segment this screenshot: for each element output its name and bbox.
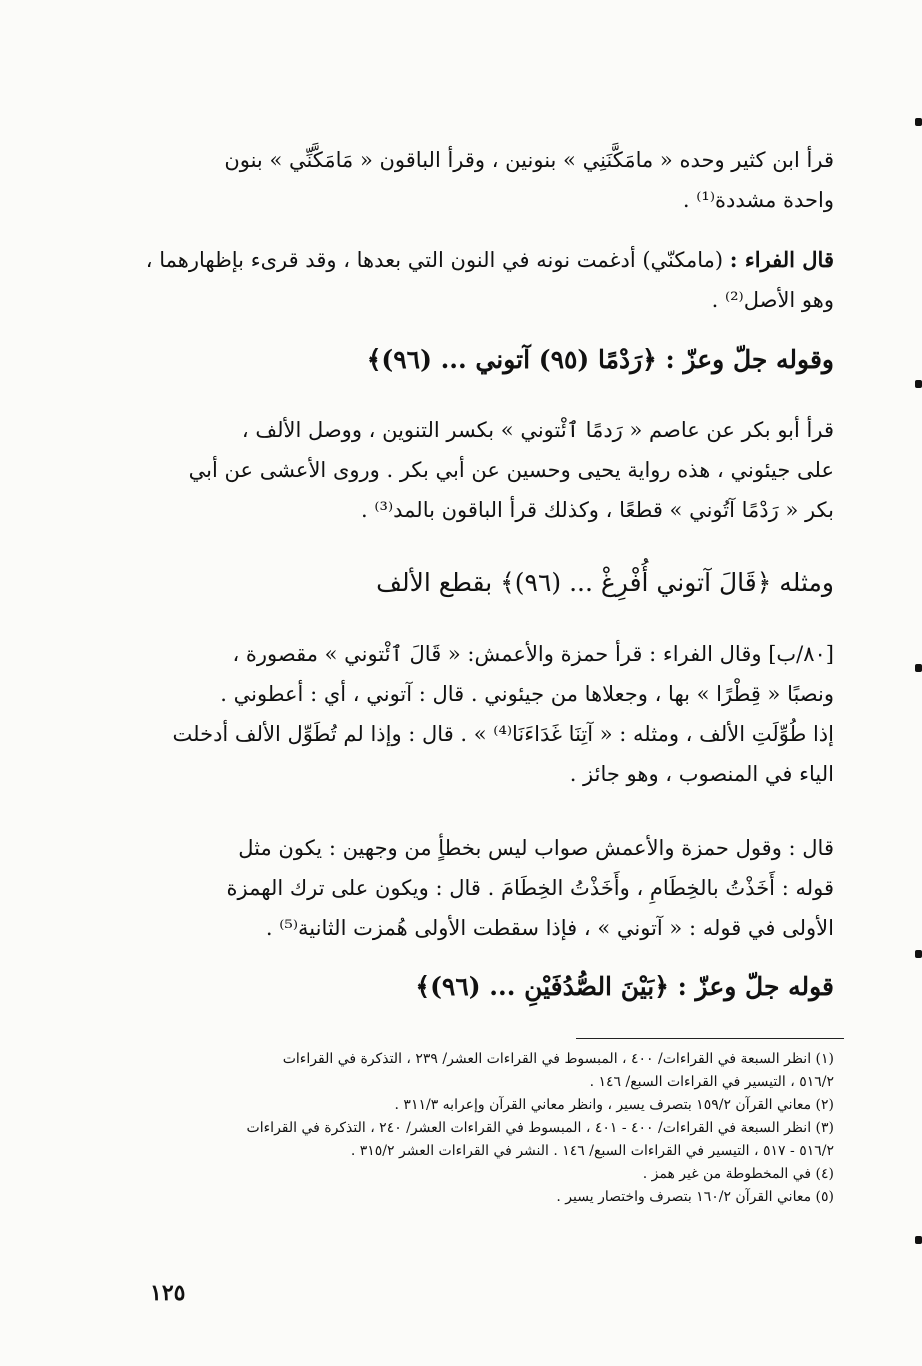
text-line: الأولى في قوله : « آتوني » ، فإذا سقطت الأولى هُمزت الثانية⁽⁵⁾ . [265, 916, 834, 940]
edge-mark [915, 664, 922, 672]
paragraph-5 [134, 828, 834, 948]
footnote-line: (٣) انظر السبعة في القراءات/ ٤٠٠ - ٤٠١ ، المبسوط في القراءات العشر/ ٢٤٠ ، التذكرة في القراءات [246, 1120, 834, 1136]
paragraph-4 [134, 634, 834, 794]
text-line: [٨٠/ب] وقال الفراء : قرأ حمزة والأعمش: « قَالَ ٱئْتوني » مقصورة ، [232, 642, 834, 666]
text-line [134, 240, 834, 280]
edge-mark [915, 1236, 922, 1244]
footnote-line: (٢) معاني القرآن ١٥٩/٢ بتصرف يسير ، وانظر معاني القرآن وإعرابه ٣١١/٣ . [394, 1097, 834, 1113]
text-line: إذا طُوِّلَتِ الألف ، ومثله : « آتِنَا غَدَاءَنَا⁽⁴⁾ » . قال : وإذا لم تُطَوِّل الألف أدخلت [172, 722, 834, 746]
footnote-line: ٥١٦/٢ - ٥١٧ ، التيسير في القراءات السبع/ ١٤٦ . النشر في القراءات العشر ٣١٥/٢ . [350, 1143, 834, 1159]
text-line-body: (مامكنّي) أدغمت نونه في النون التي بعدها ، وقد قرىء بإظهارهما ، [145, 248, 724, 272]
page-number: ١٢٥ [150, 1280, 186, 1306]
text-line: قوله : أَخَذْتُ بالخِطَامِ ، وأَخَذْتُ الخِطَامَ . قال : ويكون على ترك الهمزة [226, 876, 834, 900]
text-line: قرأ ابن كثير وحده « مامَكَّنَنِي » بنونين ، وقرأ الباقون « مَامَكَّنِّي » بنون [224, 148, 834, 172]
speaker-label: قال الفراء : [729, 247, 834, 272]
footnote-line: (٥) معاني القرآن ١٦٠/٢ بتصرف واختصار يسير . [556, 1189, 834, 1205]
text-line: قال : وقول حمزة والأعمش صواب ليس بخطأٍ من وجهين : يكون مثل [238, 836, 834, 860]
edge-mark [915, 380, 922, 388]
text-line: وهو الأصل⁽²⁾ . [711, 288, 834, 312]
paragraph-2 [134, 240, 834, 320]
footnote-line: (١) انظر السبعة في القراءات/ ٤٠٠ ، المبسوط في القراءات العشر/ ٢٣٩ ، التذكرة في القراءات [282, 1051, 834, 1067]
paragraph-3 [134, 410, 834, 530]
verse-heading-3: قوله جلّ وعزّ : ﴿بَيْنَ الصُّدُفَيْنِ ... (٩٦)﴾ [415, 972, 834, 1001]
text-line: واحدة مشددة⁽¹⁾ . [682, 188, 834, 212]
text-line: ونصبًا « قِطْرًا » بها ، وجعلاها من جيئوني . قال : آتوني ، أي : أعطوني . [220, 682, 834, 706]
text-line: الياء في المنصوب ، وهو جائز . [569, 762, 834, 786]
paragraph-1 [134, 140, 834, 220]
text-line: على جيئوني ، هذه رواية يحيى وحسين عن أبي بكر . وروى الأعشى عن أبي [188, 458, 834, 482]
text-line: قرأ أبو بكر عن عاصم « رَدمًا ٱئْتوني » بكسر التنوين ، ووصل الألف ، [241, 418, 834, 442]
text-line: بكر « رَدْمًا آتُوني » قطعًا ، وكذلك قرأ الباقون بالمد⁽³⁾ . [361, 498, 834, 522]
footnote-divider [576, 1038, 844, 1039]
footnote-line: ٥١٦/٢ ، التيسير في القراءات السبع/ ١٤٦ . [589, 1074, 834, 1090]
edge-mark [915, 950, 922, 958]
verse-heading-2: ومثله ﴿قَالَ آتوني أُفْرِغْ ... (٩٦)﴾ بقطع الألف [376, 568, 834, 597]
footnote-line: (٤) في المخطوطة من غير همز . [642, 1166, 834, 1182]
edge-mark [915, 118, 922, 126]
footnotes [134, 1048, 834, 1209]
verse-heading-1: وقوله جلّ وعزّ : ﴿رَدْمًا (٩٥) آتوني ... (٩٦)﴾ [366, 345, 834, 374]
